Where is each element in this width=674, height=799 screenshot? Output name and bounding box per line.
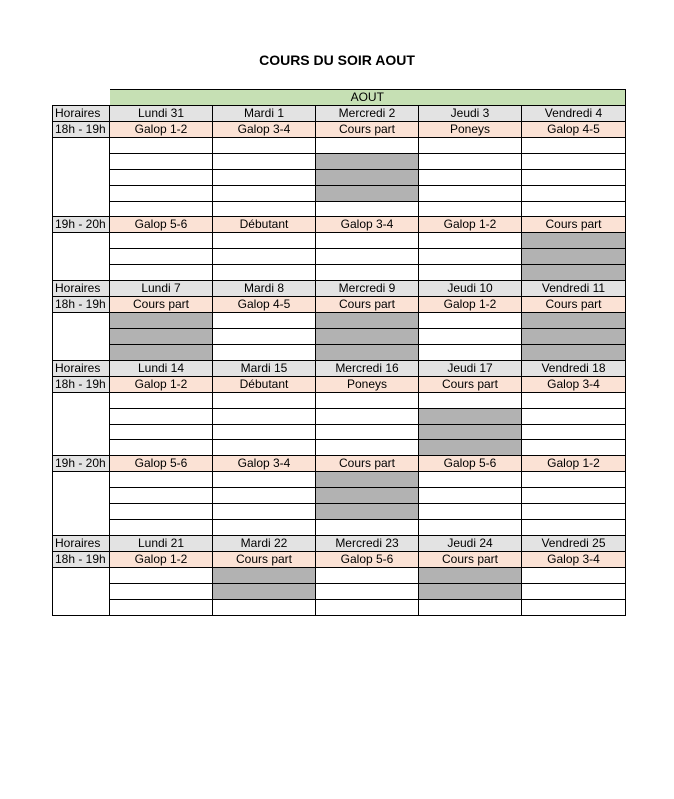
- participant-row: [53, 249, 626, 265]
- participant-slot: [213, 488, 316, 504]
- participant-slot: [522, 392, 626, 408]
- unavailable-slot: [213, 567, 316, 583]
- course-cell: Galop 3-4: [522, 551, 626, 567]
- participant-row: [53, 169, 626, 185]
- course-cell: Galop 4-5: [213, 297, 316, 313]
- participant-slot: [522, 153, 626, 169]
- participant-slot: [419, 329, 522, 345]
- course-cell: Galop 1-2: [110, 376, 213, 392]
- course-cell: Galop 5-6: [419, 456, 522, 472]
- day-header: Mercredi 16: [316, 360, 419, 376]
- participant-slot: [522, 583, 626, 599]
- unavailable-slot: [522, 344, 626, 360]
- day-header: Jeudi 10: [419, 281, 522, 297]
- day-header-row: [53, 535, 626, 551]
- participant-row: [53, 599, 626, 615]
- participant-slot: [419, 201, 522, 217]
- course-cell: Cours part: [522, 217, 626, 233]
- participant-slot: [316, 583, 419, 599]
- hour-label: 19h - 20h: [53, 456, 110, 472]
- participant-slot: [419, 233, 522, 249]
- course-cell: Galop 3-4: [522, 376, 626, 392]
- participant-row: [53, 392, 626, 408]
- participant-slot: [522, 424, 626, 440]
- day-header: Mardi 15: [213, 360, 316, 376]
- hour-label: 18h - 19h: [53, 551, 110, 567]
- unavailable-slot: [110, 329, 213, 345]
- unavailable-slot: [110, 313, 213, 329]
- participant-slot: [110, 424, 213, 440]
- hour-label: 19h - 20h: [53, 217, 110, 233]
- participant-slot: [419, 169, 522, 185]
- horaires-label: Horaires: [53, 535, 110, 551]
- participant-slot: [110, 583, 213, 599]
- participant-row: [53, 472, 626, 488]
- participant-slot: [316, 424, 419, 440]
- horaires-label: Horaires: [53, 106, 110, 122]
- participant-slot: [419, 153, 522, 169]
- day-header: Jeudi 3: [419, 106, 522, 122]
- participant-slot: [213, 472, 316, 488]
- participant-slot: [110, 488, 213, 504]
- course-row: [53, 376, 626, 392]
- unavailable-slot: [522, 329, 626, 345]
- participant-slot: [213, 185, 316, 201]
- participant-row: [53, 153, 626, 169]
- participant-row: [53, 344, 626, 360]
- participant-slot: [213, 440, 316, 456]
- participant-slot: [110, 472, 213, 488]
- day-header: Lundi 31: [110, 106, 213, 122]
- participant-slot: [110, 138, 213, 154]
- hour-spacer: [53, 567, 110, 615]
- participant-slot: [522, 504, 626, 520]
- hour-spacer: [53, 313, 110, 361]
- participant-slot: [316, 599, 419, 615]
- participant-row: [53, 329, 626, 345]
- hour-label: 18h - 19h: [53, 297, 110, 313]
- hour-label: 18h - 19h: [53, 122, 110, 138]
- participant-slot: [316, 201, 419, 217]
- participant-row: [53, 265, 626, 281]
- month-row: [53, 90, 626, 106]
- day-header: Mercredi 2: [316, 106, 419, 122]
- course-cell: Cours part: [110, 297, 213, 313]
- course-cell: Cours part: [316, 297, 419, 313]
- course-row: [53, 551, 626, 567]
- course-cell: Galop 4-5: [522, 122, 626, 138]
- participant-slot: [419, 138, 522, 154]
- participant-slot: [213, 201, 316, 217]
- course-cell: Galop 5-6: [110, 456, 213, 472]
- participant-slot: [213, 138, 316, 154]
- participant-slot: [213, 169, 316, 185]
- participant-slot: [522, 408, 626, 424]
- day-header: Mercredi 23: [316, 535, 419, 551]
- participant-slot: [419, 520, 522, 536]
- participant-slot: [110, 440, 213, 456]
- schedule-body: [53, 90, 626, 616]
- participant-slot: [110, 408, 213, 424]
- participant-slot: [419, 249, 522, 265]
- participant-slot: [522, 567, 626, 583]
- participant-row: [53, 138, 626, 154]
- course-row: [53, 217, 626, 233]
- course-cell: Poneys: [316, 376, 419, 392]
- day-header: Lundi 14: [110, 360, 213, 376]
- participant-slot: [110, 185, 213, 201]
- page-title: COURS DU SOIR AOUT: [259, 52, 415, 68]
- day-header-row: [53, 281, 626, 297]
- participant-slot: [316, 265, 419, 281]
- participant-slot: [110, 599, 213, 615]
- participant-row: [53, 424, 626, 440]
- day-header: Jeudi 17: [419, 360, 522, 376]
- participant-slot: [522, 138, 626, 154]
- course-cell: Galop 3-4: [213, 122, 316, 138]
- participant-row: [53, 185, 626, 201]
- course-cell: Galop 1-2: [522, 456, 626, 472]
- day-header-row: [53, 106, 626, 122]
- participant-slot: [522, 201, 626, 217]
- unavailable-slot: [316, 169, 419, 185]
- unavailable-slot: [316, 344, 419, 360]
- participant-slot: [522, 472, 626, 488]
- participant-slot: [522, 520, 626, 536]
- participant-row: [53, 520, 626, 536]
- unavailable-slot: [522, 233, 626, 249]
- participant-slot: [213, 344, 316, 360]
- participant-slot: [110, 153, 213, 169]
- participant-slot: [213, 408, 316, 424]
- participant-slot: [522, 440, 626, 456]
- horaires-label: Horaires: [53, 281, 110, 297]
- participant-row: [53, 313, 626, 329]
- participant-slot: [419, 185, 522, 201]
- unavailable-slot: [316, 185, 419, 201]
- participant-slot: [522, 599, 626, 615]
- unavailable-slot: [522, 313, 626, 329]
- unavailable-slot: [419, 583, 522, 599]
- participant-row: [53, 567, 626, 583]
- course-cell: Galop 5-6: [316, 551, 419, 567]
- participant-slot: [213, 313, 316, 329]
- participant-row: [53, 504, 626, 520]
- course-row: [53, 297, 626, 313]
- unavailable-slot: [316, 472, 419, 488]
- participant-slot: [522, 488, 626, 504]
- participant-slot: [419, 488, 522, 504]
- course-cell: Galop 1-2: [419, 297, 522, 313]
- course-row: [53, 456, 626, 472]
- participant-row: [53, 201, 626, 217]
- day-header: Vendredi 11: [522, 281, 626, 297]
- day-header: Vendredi 25: [522, 535, 626, 551]
- hour-spacer: [53, 472, 110, 536]
- course-cell: Galop 3-4: [213, 456, 316, 472]
- participant-slot: [419, 472, 522, 488]
- participant-row: [53, 233, 626, 249]
- horaires-label: Horaires: [53, 360, 110, 376]
- participant-slot: [213, 504, 316, 520]
- course-cell: Galop 5-6: [110, 217, 213, 233]
- participant-row: [53, 408, 626, 424]
- course-cell: Débutant: [213, 376, 316, 392]
- participant-slot: [316, 392, 419, 408]
- participant-slot: [213, 599, 316, 615]
- participant-slot: [213, 329, 316, 345]
- hour-spacer: [53, 392, 110, 456]
- participant-slot: [522, 169, 626, 185]
- participant-slot: [110, 265, 213, 281]
- participant-slot: [110, 392, 213, 408]
- course-row: [53, 122, 626, 138]
- hour-spacer: [53, 138, 110, 217]
- day-header: Mardi 22: [213, 535, 316, 551]
- course-cell: Cours part: [213, 551, 316, 567]
- course-cell: Cours part: [419, 376, 522, 392]
- unavailable-slot: [419, 408, 522, 424]
- participant-slot: [213, 392, 316, 408]
- course-cell: Galop 1-2: [110, 122, 213, 138]
- participant-slot: [213, 153, 316, 169]
- unavailable-slot: [110, 344, 213, 360]
- day-header: Jeudi 24: [419, 535, 522, 551]
- participant-slot: [213, 520, 316, 536]
- day-header: Mercredi 9: [316, 281, 419, 297]
- day-header-row: [53, 360, 626, 376]
- unavailable-slot: [419, 440, 522, 456]
- unavailable-slot: [419, 424, 522, 440]
- course-cell: Cours part: [316, 122, 419, 138]
- participant-slot: [419, 344, 522, 360]
- unavailable-slot: [316, 313, 419, 329]
- day-header: Vendredi 4: [522, 106, 626, 122]
- course-cell: Cours part: [419, 551, 522, 567]
- participant-slot: [316, 520, 419, 536]
- participant-slot: [316, 408, 419, 424]
- course-cell: Débutant: [213, 217, 316, 233]
- day-header: Mardi 8: [213, 281, 316, 297]
- participant-slot: [110, 233, 213, 249]
- unavailable-slot: [316, 329, 419, 345]
- participant-slot: [419, 392, 522, 408]
- participant-slot: [419, 313, 522, 329]
- participant-slot: [522, 185, 626, 201]
- participant-slot: [213, 249, 316, 265]
- course-cell: Cours part: [316, 456, 419, 472]
- unavailable-slot: [419, 567, 522, 583]
- day-header: Lundi 7: [110, 281, 213, 297]
- month-header: AOUT: [110, 90, 626, 106]
- participant-slot: [316, 138, 419, 154]
- hour-label: 18h - 19h: [53, 376, 110, 392]
- participant-slot: [213, 265, 316, 281]
- participant-slot: [213, 233, 316, 249]
- participant-slot: [316, 233, 419, 249]
- participant-slot: [316, 440, 419, 456]
- participant-slot: [110, 567, 213, 583]
- month-row-spacer: [53, 90, 110, 106]
- unavailable-slot: [316, 488, 419, 504]
- participant-slot: [110, 520, 213, 536]
- course-cell: Poneys: [419, 122, 522, 138]
- participant-row: [53, 583, 626, 599]
- day-header: Lundi 21: [110, 535, 213, 551]
- participant-slot: [419, 504, 522, 520]
- participant-slot: [419, 599, 522, 615]
- course-cell: Galop 3-4: [316, 217, 419, 233]
- participant-slot: [419, 265, 522, 281]
- participant-slot: [110, 504, 213, 520]
- participant-slot: [110, 249, 213, 265]
- unavailable-slot: [316, 153, 419, 169]
- participant-slot: [110, 201, 213, 217]
- participant-slot: [213, 424, 316, 440]
- course-cell: Galop 1-2: [110, 551, 213, 567]
- course-cell: Cours part: [522, 297, 626, 313]
- unavailable-slot: [522, 265, 626, 281]
- unavailable-slot: [316, 504, 419, 520]
- participant-slot: [316, 249, 419, 265]
- participant-row: [53, 440, 626, 456]
- unavailable-slot: [213, 583, 316, 599]
- schedule-table: [52, 89, 626, 616]
- participant-slot: [110, 169, 213, 185]
- hour-spacer: [53, 233, 110, 281]
- participant-slot: [316, 567, 419, 583]
- course-cell: Galop 1-2: [419, 217, 522, 233]
- day-header: Vendredi 18: [522, 360, 626, 376]
- participant-row: [53, 488, 626, 504]
- unavailable-slot: [522, 249, 626, 265]
- day-header: Mardi 1: [213, 106, 316, 122]
